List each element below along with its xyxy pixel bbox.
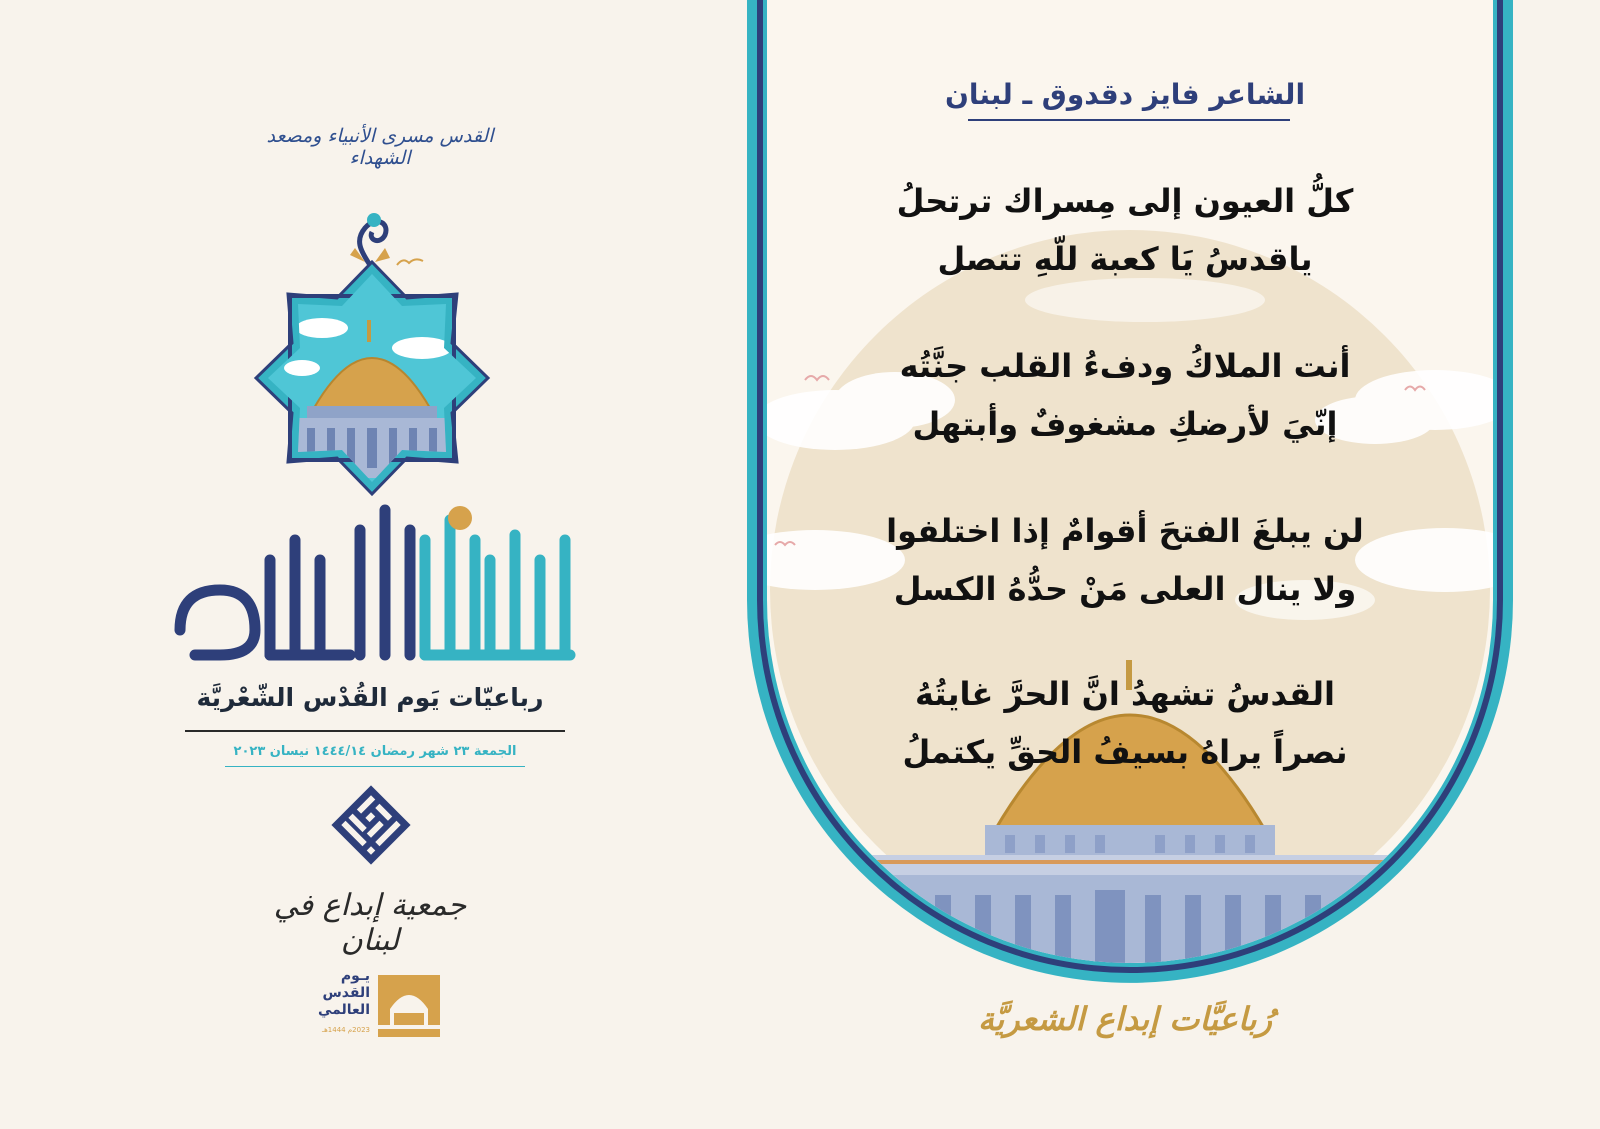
kufic-square-icon <box>328 782 414 868</box>
stanza-1 <box>870 172 1380 288</box>
stanza-4-line-2: نصراً يراهُ بسيفُ الحقِّ يكتملُ <box>902 733 1348 771</box>
association-name: جمعية إبداع في لبنان <box>273 888 467 958</box>
stanza-2-line-2: إنّيَ لأرضكِ مشغوفٌ وأبتهل <box>912 405 1338 443</box>
title-calligraphy-graphic <box>160 480 590 680</box>
qods-day-line2: القدس <box>322 985 370 1001</box>
qods-day-line3: العالمي <box>317 1002 370 1018</box>
cover-panel <box>0 0 745 1129</box>
qods-day-logo-icon <box>378 975 440 1037</box>
event-date: الجمعة ٢٣ شهر رمضان ١٤٤٤/١٤ نيسان ٢٠٢٣ <box>233 744 517 759</box>
footer-signature: رُباعيَّات إبداع الشعريَّة <box>978 1000 1272 1038</box>
stanza-4 <box>870 665 1380 781</box>
stanza-2 <box>870 337 1380 453</box>
qods-day-years: 2023م 1444هـ <box>322 1026 370 1034</box>
stanza-1-line-1: كلُّ العيون إلى مِسراك ترتحلُ <box>896 182 1354 220</box>
stanza-2-line-1: أنت الملاكُ ودفءُ القلب جنَّتُه <box>899 347 1351 385</box>
qods-day-text <box>300 968 370 1019</box>
poet-underline <box>968 119 1290 121</box>
stanza-3-line-1: لن يبلغَ الفتحَ أقوامٌ إذا اختلفوا <box>886 512 1364 550</box>
poem-arch-frame <box>745 0 1515 985</box>
stanza-3 <box>870 502 1380 618</box>
qods-day-line1: يـوم <box>340 968 370 984</box>
date-underline <box>225 766 525 767</box>
motto-calligraphy: القدس مسرى الأنبياء ومصعد الشهداء <box>266 125 494 169</box>
dome-star-emblem <box>252 258 492 498</box>
stanza-4-line-1: القدسُ تشهدُ انَّ الحرَّ غايتُهُ <box>915 675 1335 713</box>
title-underline <box>185 730 565 732</box>
stanza-1-line-2: ياقدسُ يَا كعبة للّهِ تتصل <box>937 240 1313 278</box>
stanza-3-line-2: ولا ينال العلى مَنْ حدُّهُ الكسل <box>893 570 1357 608</box>
poet-name: الشاعر فايز دقدوق ـ لبنان <box>944 78 1306 111</box>
event-title: رباعيّات يَوم القُدْس الشّعْريَّة <box>196 683 544 712</box>
